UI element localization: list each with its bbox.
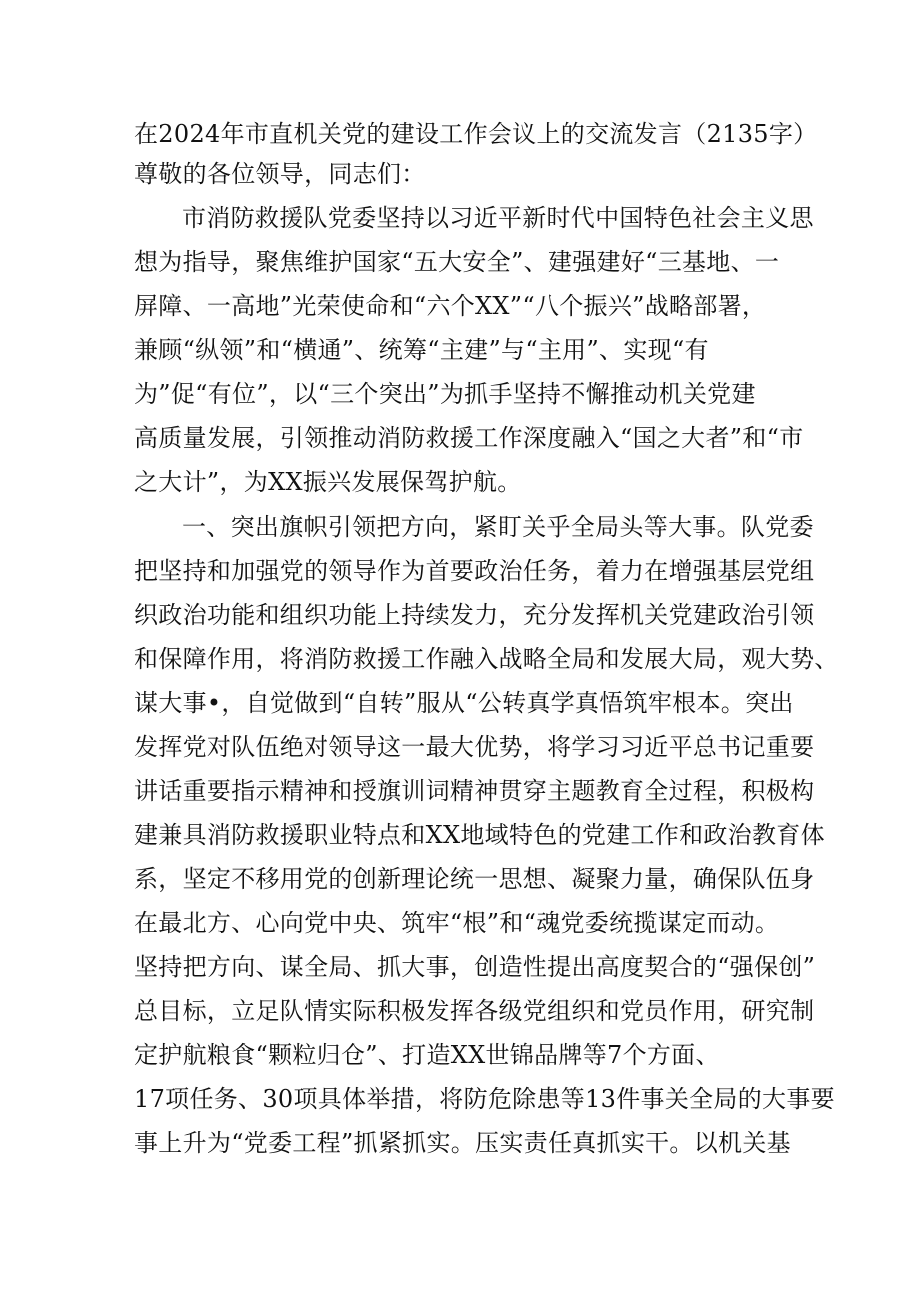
text-line: 兼顾“纵领”和“横通”、统筹“主建”与“主用”、实现“有 bbox=[134, 336, 709, 364]
text-line: 屏障、一高地”光荣使命和“六个XX”“八个振兴”战略部署， bbox=[134, 292, 767, 320]
text-line: 谋大事•，自觉做到“自转”服从“公转真学真悟筑牢根本。突出 bbox=[134, 689, 794, 717]
text-line: 讲话重要指示精神和授旗训词精神贯穿主题教育全过程，积极构 bbox=[134, 777, 815, 805]
text-line: 之大计”，为XX振兴发展保驾护航。 bbox=[134, 468, 522, 496]
text-line: 在最北方、心向党中央、筑牢“根”和“魂党委统揽谋定而动。 bbox=[134, 909, 780, 937]
text-line: 和保障作用，将消防救援工作融入战略全局和发展大局，观大势、 bbox=[134, 645, 839, 673]
text-line: 事上升为“党委工程”抓紧抓实。压实责任真抓实干。以机关基 bbox=[134, 1129, 791, 1157]
text-line: 想为指导，聚焦维护国家“五大安全”、建强建好“三基地、一 bbox=[134, 248, 780, 276]
text-line: 17项任务、30项具体举措，将防危除患等13件事关全局的大事要 bbox=[134, 1085, 835, 1113]
text-line: 把坚持和加强党的领导作为首要政治任务，着力在增强基层党组 bbox=[134, 557, 815, 585]
text-line: 建兼具消防救援职业特点和XX地域特色的党建工作和政治教育体 bbox=[134, 821, 825, 849]
text-line: 定护航粮食“颗粒归仓”、打造XX世锦品牌等7个方面、 bbox=[134, 1041, 720, 1069]
text-line: 坚持把方向、谋全局、抓大事，创造性提出高度契合的“强保创” bbox=[134, 953, 816, 981]
text-line: 为”促“有位”，以“三个突出”为抓手坚持不懈推动机关党建 bbox=[134, 380, 756, 408]
text-line: 高质量发展，引领推动消防救援工作深度融入“国之大者”和“市 bbox=[134, 424, 804, 452]
salutation: 尊敬的各位领导，同志们： bbox=[134, 160, 426, 188]
text-line: 发挥党对队伍绝对领导这一最大优势，将学习习近平总书记重要 bbox=[134, 733, 815, 761]
text-line: 总目标，立足队情实际积极发挥各级党组织和党员作用，研究制 bbox=[134, 997, 815, 1025]
text-line: 市消防救援队党委坚持以习近平新时代中国特色社会主义思 bbox=[182, 204, 814, 232]
text-line: 织政治功能和组织功能上持续发力，充分发挥机关党建政治引领 bbox=[134, 601, 815, 629]
section-heading: 一、突出旗帜引领把方向，紧盯关乎全局头等大事。队党委 bbox=[182, 513, 814, 541]
document-title: 在2024年市直机关党的建设工作会议上的交流发言（2135字） bbox=[134, 120, 818, 148]
text-line: 系，坚定不移用党的创新理论统一思想、凝聚力量，确保队伍身 bbox=[134, 865, 815, 893]
